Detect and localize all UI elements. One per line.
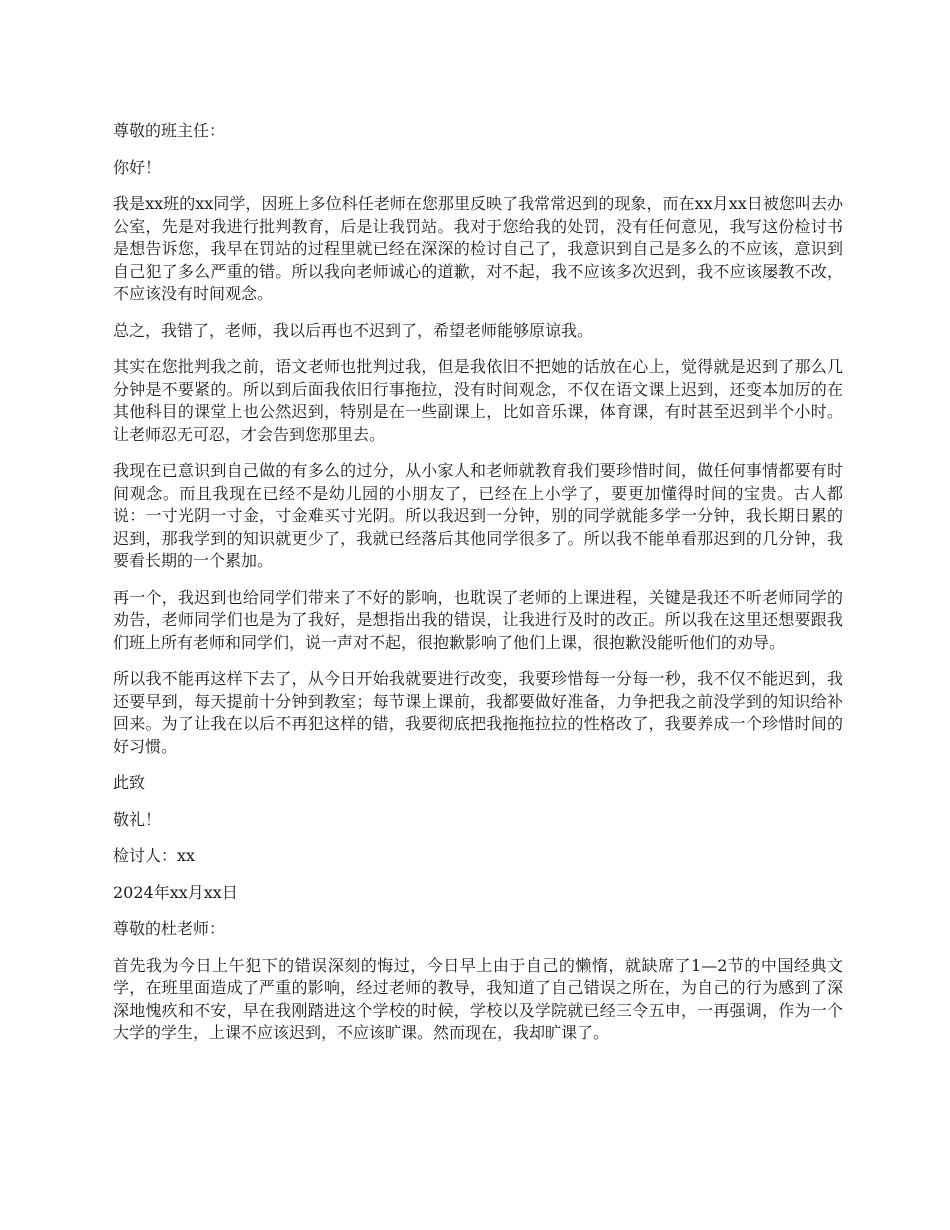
closing-line-1: 此致 [113,773,146,792]
greeting: 你好！ [113,157,162,177]
signer: 检讨人：xx [113,846,196,865]
salutation-2: 尊敬的杜老师： [113,919,226,938]
paragraph-2: 总之，我错了，老师，我以后再也不迟到了，希望老师能够原谅我。 [113,320,594,340]
date: 2024年xx月xx日 [113,882,238,902]
paragraph-3: 其实在您批判我之前，语文老师也批判过我，但是我依旧不把她的话放在心上，觉得就是迟到了那么几分钟是不要紧的。所以到后面我依旧行事拖拉，没有时间观念，不仅在语文课上迟到，还变本加厉的在其他科目的课堂上也公然迟到，特别是在一些副课上，比如音乐课，体育课，有时甚至迟到半个小时。让老师忍无可忍，才会告到您那里去。 [113,357,843,444]
salutation-1: 尊敬的班主任： [113,121,226,140]
paragraph-1: 我是xx班的xx同学，因班上多位科任老师在您那里反映了我常常迟到的现象，而在xx月xx日被您叫去办公室，先是对我进行批判教育，后是让我罚站。我对于您给我的处罚，没有任何意见，我写这份检讨书是想告诉您，我早在罚站的过程里就已经在深深的检讨自己了，我意识到自己是多么的不应该，意识到自己犯了多么严重的错。所以我向老师诚心的道歉，对不起，我不应该多次迟到，我不应该屡教不改，不应该没有时间观念。 [113,194,843,303]
paragraph-7: 首先我为今日上午犯下的错误深刻的悔过，今日早上由于自己的懒惰，就缺席了1—2节的中国经典文学，在班里面造成了严重的影响，经过老师的教导，我知道了自己错误之所在，为自己的行为感到了深深地愧疚和不安，早在我刚踏进这个学校的时候，学校以及学院就已经三令五申，一再强调，作为一个大学的学生，上课不应该迟到，不应该旷课。然而现在，我却旷课了。 [113,955,843,1042]
paragraph-6: 所以我不能再这样下去了，从今日开始我就要进行改变，我要珍惜每一分每一秒，我不仅不能迟到，我还要早到，每天提前十分钟到教室；每节课上课前，我都要做好准备，力争把我之前没学到的知识给补回来。为了让我在以后不再犯这样的错，我要彻底把我拖拖拉拉的性格改了，我要养成一个珍惜时间的好习惯。 [113,669,843,756]
paragraph-4: 我现在已意识到自己做的有多么的过分，从小家人和老师就教育我们要珍惜时间，做任何事情都要有时间观念。而且我现在已经不是幼儿园的小朋友了，已经在上小学了，要更加懂得时间的宝贵。古人都说：一寸光阴一寸金，寸金难买寸光阴。所以我迟到一分钟，别的同学就能多学一分钟，我长期日累的迟到，那我学到的知识就更少了，我就已经落后其他同学很多了。所以我不能单看那迟到的几分钟，我要看长期的一个累加。 [113,461,843,570]
closing-line-2: 敬礼！ [113,809,162,829]
paragraph-5: 再一个，我迟到也给同学们带来了不好的影响，也耽误了老师的上课进程，关键是我还不听老师同学的劝告，老师同学们也是为了我好，是想指出我的错误，让我进行及时的改正。所以我在这里还想要跟我们班上所有老师和同学们，说一声对不起，很抱歉影响了他们上课，很抱歉没能听他们的劝导。 [113,587,843,652]
document-page [113,120,843,1059]
